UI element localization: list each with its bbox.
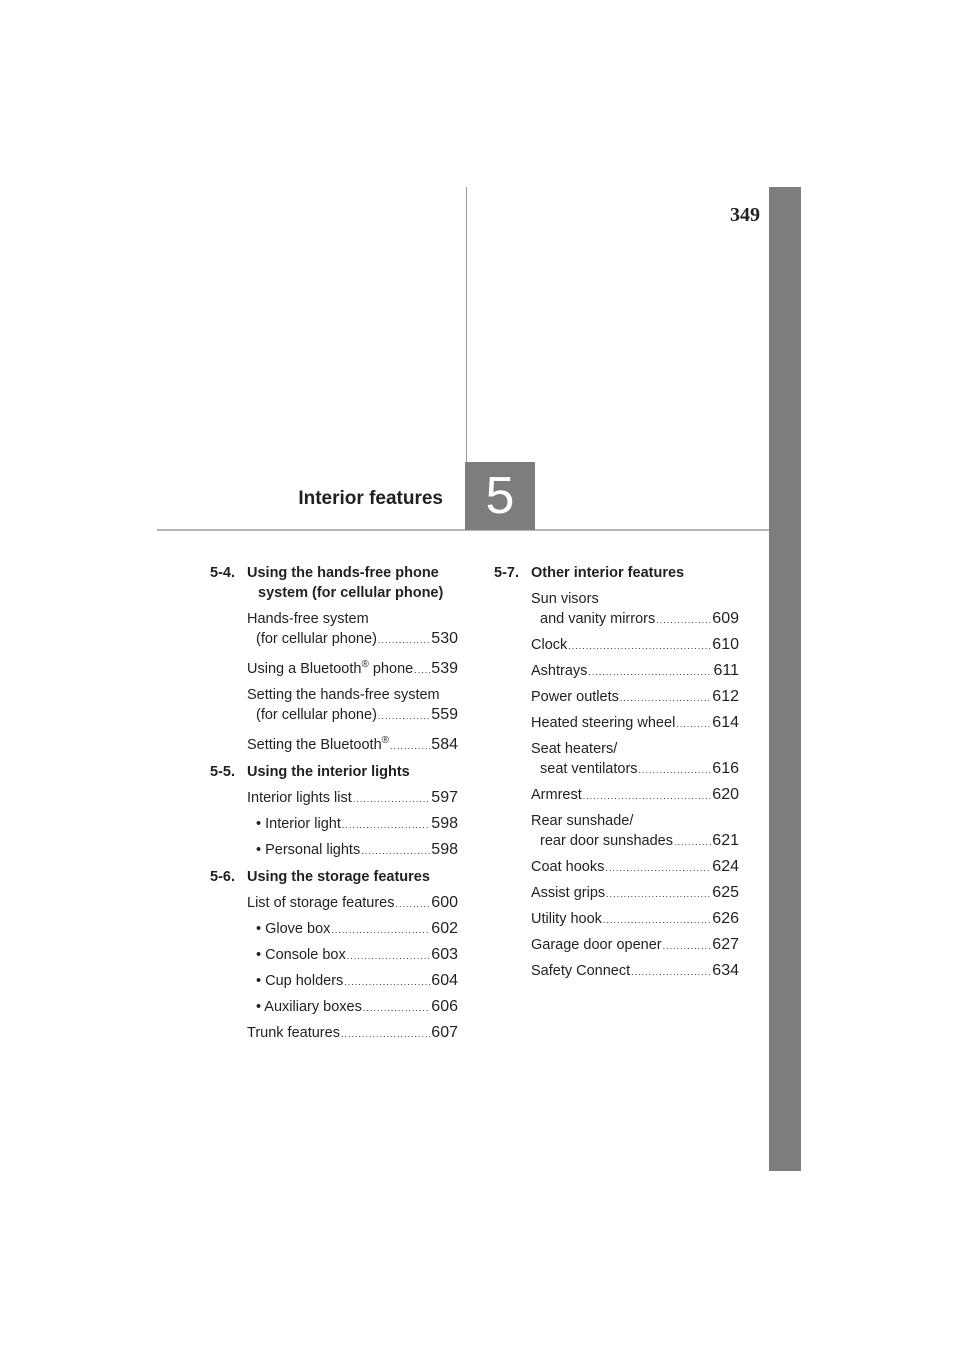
dot-leader (603, 910, 711, 930)
entry-title: • Auxiliary boxes (256, 998, 362, 1015)
page-ref: 539 (431, 659, 458, 677)
entry-title: (for cellular phone) (256, 706, 377, 723)
entry-row (256, 814, 458, 835)
dot-leader (347, 946, 431, 966)
entry-title: Ashtrays (531, 663, 588, 679)
page-ref: 610 (712, 636, 739, 653)
section-number: 5-4. (210, 565, 235, 581)
entry-title: List of storage features (247, 894, 395, 911)
entry-title: seat ventilators (540, 761, 638, 777)
section-title-line: Using the interior lights (247, 763, 410, 780)
entry-row (531, 785, 739, 806)
entry-row (531, 713, 739, 734)
toc-entry[interactable] (531, 687, 739, 708)
entry-row (531, 687, 739, 708)
page-ref: 597 (431, 788, 458, 806)
page-ref: 606 (431, 997, 458, 1015)
section-title-line: Using the storage features (247, 868, 430, 885)
dot-leader (663, 936, 712, 956)
entry-row (531, 935, 739, 956)
entry-row (531, 661, 739, 682)
page-ref: 600 (431, 893, 458, 911)
entry-first-line: Hands-free system (247, 611, 369, 627)
page-ref: 604 (431, 971, 458, 989)
entry-title: • Cup holders (256, 972, 344, 989)
entry-row (531, 857, 739, 878)
header-rule (157, 529, 769, 531)
page-number: 349 (730, 204, 760, 226)
entry-row (531, 609, 739, 630)
entry-row (531, 909, 739, 930)
page-ref: 625 (712, 884, 739, 901)
toc-entry[interactable] (247, 609, 458, 650)
dot-leader (674, 832, 711, 852)
dot-leader (605, 858, 711, 878)
entry-row (247, 1023, 458, 1044)
dot-leader (396, 894, 431, 914)
toc-section-heading (210, 867, 458, 887)
page-ref: 530 (431, 630, 458, 647)
page-ref: 626 (712, 910, 739, 927)
toc-entry[interactable] (531, 857, 739, 878)
entry-first-line: Rear sunshade/ (531, 813, 634, 829)
entry-row (531, 759, 739, 780)
entry-row (256, 840, 458, 861)
dot-leader (353, 789, 431, 809)
toc-entry[interactable] (247, 655, 458, 680)
page-ref: 627 (712, 936, 739, 953)
dot-leader (620, 688, 711, 708)
toc-sub-entry[interactable] (256, 919, 458, 940)
entry-title: Clock (531, 637, 568, 653)
vertical-divider (466, 187, 467, 462)
section-title-line: system (for cellular phone) (258, 585, 444, 601)
entry-row (247, 705, 458, 726)
dot-leader (341, 1024, 430, 1044)
toc-section-heading (210, 762, 458, 782)
entry-first-line: Seat heaters/ (531, 741, 618, 757)
chapter-number-box: 5 (465, 462, 535, 530)
dot-leader (639, 760, 712, 780)
dot-leader (363, 998, 430, 1018)
entry-title: Utility hook (531, 911, 602, 927)
entry-title: • Interior light (256, 815, 341, 832)
entry-row (247, 893, 458, 914)
dot-leader (606, 884, 711, 904)
toc-entry[interactable] (531, 635, 739, 656)
page-ref: 609 (712, 610, 739, 627)
entry-title: • Personal lights (256, 841, 361, 858)
toc-entry[interactable] (531, 935, 739, 956)
toc-entry[interactable] (531, 909, 739, 930)
entry-row (531, 831, 739, 852)
toc-entry[interactable] (531, 961, 739, 982)
dot-leader (342, 815, 430, 835)
page-ref: 624 (712, 858, 739, 875)
page-ref: 634 (712, 962, 739, 979)
toc-entry[interactable] (531, 739, 739, 780)
dot-leader (676, 714, 711, 734)
toc-section-heading (210, 563, 458, 603)
section-number: 5-5. (210, 763, 235, 780)
dot-leader (331, 920, 430, 940)
page-ref: 621 (712, 832, 739, 849)
toc-sub-entry[interactable] (256, 945, 458, 966)
page-ref: 602 (431, 919, 458, 937)
page-ref: 584 (431, 735, 458, 753)
toc-sub-entry[interactable] (256, 971, 458, 992)
entry-row (256, 919, 458, 940)
entry-first-line: Setting the hands-free system (247, 686, 440, 703)
chapter-title: Interior features (298, 488, 443, 509)
entry-title: (for cellular phone) (256, 631, 377, 647)
page-ref: 614 (712, 714, 739, 731)
toc-sub-entry[interactable] (256, 997, 458, 1018)
entry-row (531, 883, 739, 904)
toc-left-column (210, 563, 458, 1049)
entry-row (531, 635, 739, 656)
toc-entry[interactable] (247, 731, 458, 756)
entry-row (247, 788, 458, 809)
entry-title: and vanity mirrors (540, 611, 656, 627)
entry-title: Heated steering wheel (531, 715, 676, 731)
entry-title: Coat hooks (531, 859, 605, 875)
toc-entry[interactable] (531, 785, 739, 806)
entry-row (247, 655, 458, 680)
dot-leader (361, 841, 430, 861)
dot-leader (583, 786, 712, 806)
section-title-line: Using the hands-free phone (247, 565, 439, 581)
entry-title: Armrest (531, 787, 582, 803)
entry-title: Setting the Bluetooth® (247, 734, 390, 753)
dot-leader (378, 706, 430, 726)
entry-row (531, 961, 739, 982)
page-ref: 620 (712, 786, 739, 803)
toc-entry[interactable] (531, 661, 739, 682)
toc-sub-entry[interactable] (256, 840, 458, 861)
dot-leader (414, 660, 430, 680)
section-number: 5-6. (210, 868, 235, 885)
page-ref: 611 (713, 662, 739, 679)
entry-row (256, 945, 458, 966)
section-title-line: Other interior features (531, 565, 685, 581)
toc-entry[interactable] (247, 788, 458, 809)
dot-leader (588, 662, 712, 682)
page-ref: 598 (431, 840, 458, 858)
dot-leader (631, 962, 711, 982)
entry-title: rear door sunshades (540, 833, 673, 849)
section-number: 5-7. (494, 565, 519, 581)
toc-sub-entry[interactable] (256, 814, 458, 835)
page-ref: 598 (431, 814, 458, 832)
entry-row (256, 997, 458, 1018)
page-ref: 612 (712, 688, 739, 705)
entry-row (256, 971, 458, 992)
chapter-side-tab (769, 187, 801, 1171)
dot-leader (568, 636, 711, 656)
entry-title: Trunk features (247, 1024, 340, 1041)
toc-section-heading (494, 563, 739, 583)
entry-title: Interior lights list (247, 789, 352, 806)
entry-title: Using a Bluetooth® phone (247, 659, 414, 677)
entry-row (247, 731, 458, 756)
toc-entry[interactable] (531, 811, 739, 852)
entry-title: Assist grips (531, 885, 606, 901)
toc-entry[interactable] (531, 589, 739, 630)
toc-entry[interactable] (531, 713, 739, 734)
entry-title: Power outlets (531, 689, 619, 705)
dot-leader (390, 736, 430, 756)
entry-title: Garage door opener (531, 937, 662, 953)
page-ref: 603 (431, 945, 458, 963)
toc-entry[interactable] (247, 893, 458, 914)
entry-title: Safety Connect (531, 963, 631, 979)
page-ref: 559 (431, 705, 458, 723)
toc-entry[interactable] (247, 685, 458, 726)
dot-leader (656, 610, 711, 630)
entry-title: • Glove box (256, 920, 331, 937)
toc-entry[interactable] (247, 1023, 458, 1044)
entry-row (247, 629, 458, 650)
dot-leader (344, 972, 430, 992)
page-ref: 607 (431, 1023, 458, 1041)
entry-first-line: Sun visors (531, 591, 599, 607)
toc-right-column (494, 563, 739, 987)
toc-entry[interactable] (531, 883, 739, 904)
page-ref: 616 (712, 760, 739, 777)
entry-title: • Console box (256, 946, 346, 963)
dot-leader (378, 630, 430, 650)
